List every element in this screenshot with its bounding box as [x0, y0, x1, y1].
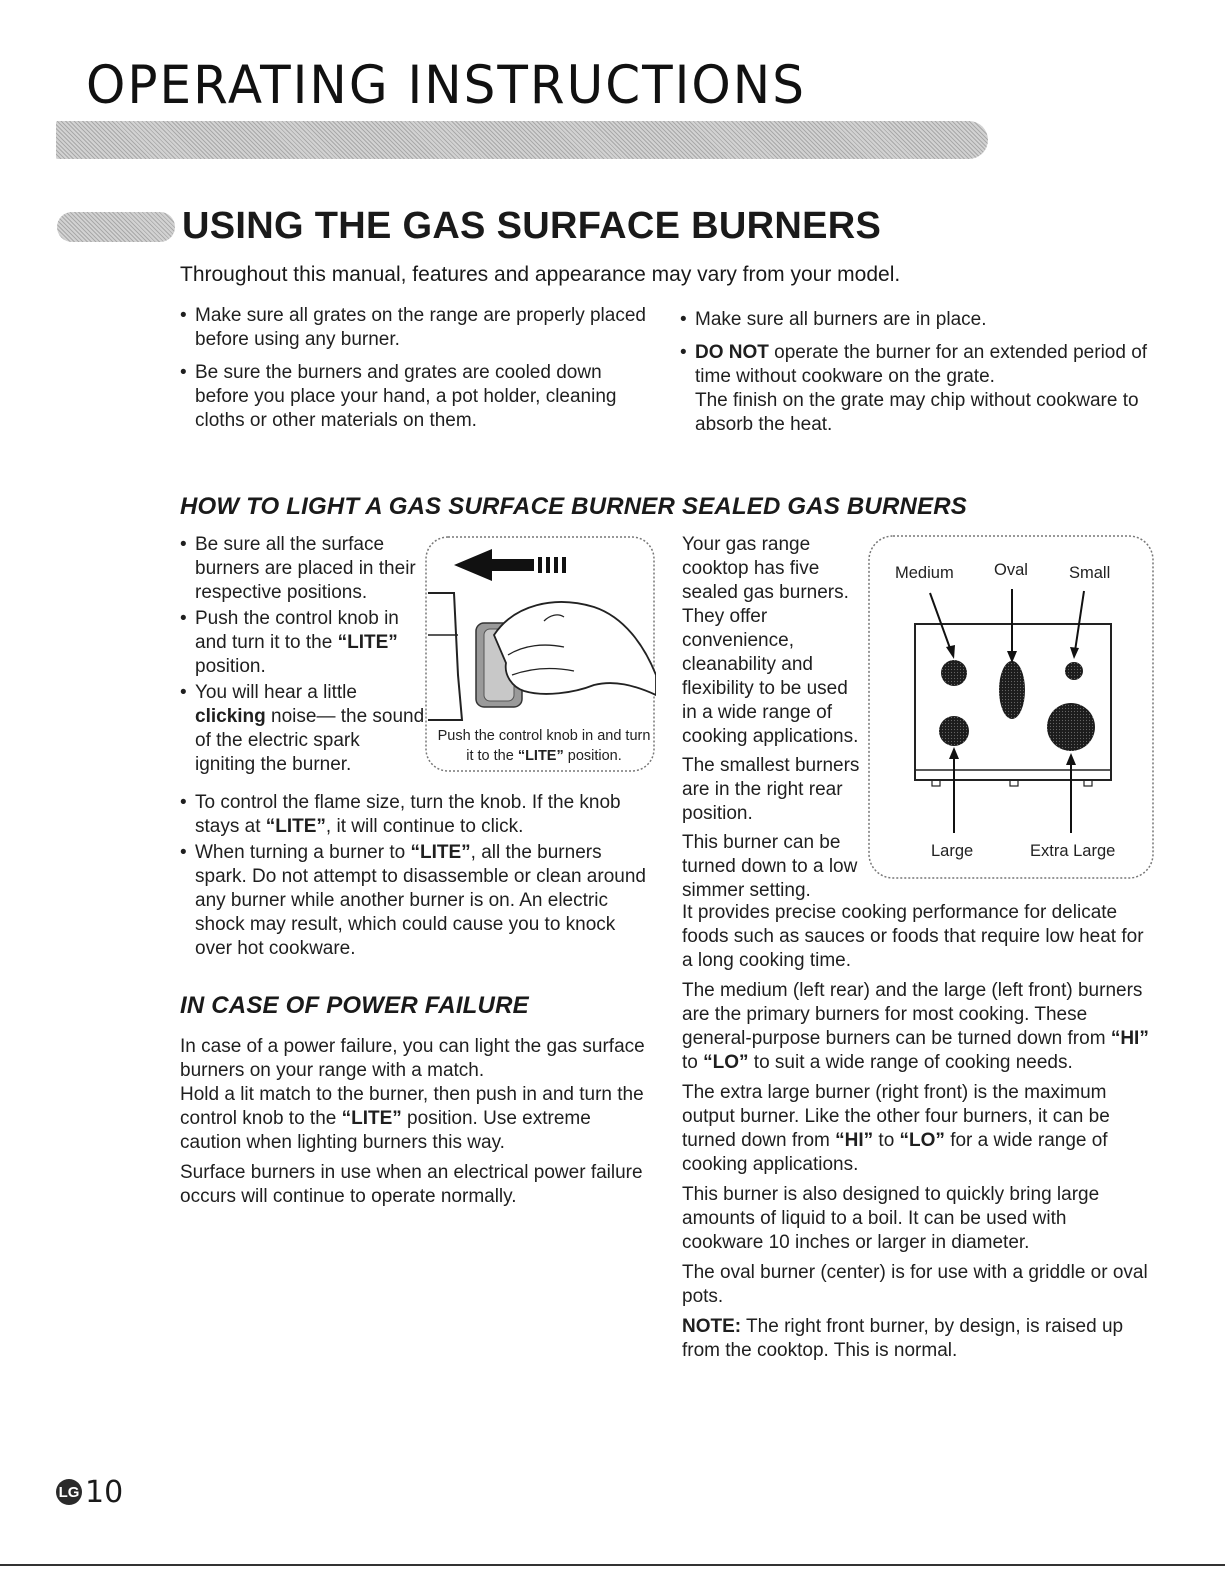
heading-sealed-burners: SEALED GAS BURNERS — [682, 493, 967, 520]
bullet-burners-in-place: • Make sure all burners are in place. — [680, 308, 1160, 332]
sealed-l10: The smallest burners — [682, 755, 860, 776]
p3-b: for a wide range of cooking applications. — [682, 1130, 1108, 1175]
pf-p2-bold: “LITE” — [341, 1108, 402, 1129]
flame-bold: “LITE” — [265, 816, 326, 837]
page-header-title: OPERATING INSTRUCTIONS — [86, 54, 806, 116]
header-bar — [56, 121, 988, 159]
sealed-p3 — [682, 1081, 1152, 1177]
sealed-l4: They offer — [682, 606, 768, 627]
p2-hi: “HI” — [1110, 1028, 1149, 1049]
top-bullets-right — [680, 308, 1160, 437]
sealed-l5: convenience, — [682, 630, 794, 651]
bullet-push-knob — [180, 607, 425, 679]
sealed-note — [682, 1315, 1152, 1363]
sealed-l14: turned down to a low — [682, 856, 858, 877]
clicking-b: noise— the sound of the electric spark igniting the burner. — [195, 706, 425, 775]
spark-a: When turning a burner to — [195, 842, 411, 863]
power-failure-p2 — [180, 1083, 652, 1155]
section-title: USING THE GAS SURFACE BURNERS — [182, 205, 882, 247]
illustration-caption — [432, 726, 656, 766]
bullet-cooled: • Be sure the burners and grates are cooled down before you place your hand, a pot holder, cleaning cloths or other materials on them. — [180, 361, 650, 433]
p3-hi: “HI” — [835, 1130, 874, 1151]
bullet-grates: • Make sure all grates on the range are properly placed before using any burner. — [180, 304, 650, 352]
sealed-l12: position. — [682, 803, 753, 824]
sealed-p-cont: It provides precise cooking performance for delicate foods such as sauces or foods that require low heat for a long cooking time. — [682, 902, 1144, 971]
lg-logo-icon: LG — [56, 1479, 82, 1505]
heading-light-burner: HOW TO LIGHT A GAS SURFACE BURNER — [180, 493, 676, 520]
arrow-dash-2 — [546, 557, 550, 573]
caption-a: Push the control knob in and turn it to the — [437, 728, 651, 764]
label-oval: Oval — [994, 561, 1028, 579]
sealed-l2: cooktop has five — [682, 558, 820, 579]
section-marker — [57, 212, 175, 242]
heading-power-failure: IN CASE OF POWER FAILURE — [180, 992, 529, 1019]
sealed-l1: Your gas range — [682, 534, 811, 555]
do-not-bold: DO NOT — [695, 342, 769, 363]
page-number: 10 — [85, 1475, 124, 1510]
power-failure-p1: In case of a power failure, you can light the gas surface burners on your range with a match. — [180, 1036, 645, 1081]
burner-diagram — [866, 533, 1156, 881]
intro-text: Throughout this manual, features and appearance may vary from your model. — [180, 263, 901, 286]
oval-burner — [999, 661, 1025, 719]
sealed-l9: cooking applications. — [682, 726, 859, 747]
sealed-l13: This burner can be — [682, 832, 841, 853]
hand-icon — [494, 602, 656, 695]
p2-to: to — [682, 1052, 704, 1073]
flame-a: To control the flame size, turn the knob. If the knob stays at — [195, 792, 621, 837]
top-bullets-left — [180, 304, 650, 433]
note-bold: NOTE: — [682, 1316, 742, 1337]
medium-burner — [941, 660, 967, 686]
clicking-bold: clicking — [195, 706, 266, 727]
label-extra-large: Extra Large — [1030, 842, 1116, 860]
arrow-dash-4 — [562, 557, 566, 573]
power-failure-text — [180, 1035, 652, 1209]
arrow-dash-1 — [538, 557, 542, 573]
pf-p2-b: position. Use extreme caution when lighting burners this way. — [180, 1108, 591, 1153]
sealed-p4: This burner is also designed to quickly bring large amounts of liquid to a boil. It can be used with cookware 10 inches or larger in diameter. — [682, 1184, 1100, 1253]
label-medium: Medium — [895, 564, 954, 582]
push-knob-bold: “LITE” — [337, 632, 398, 653]
pf-p2-a: Hold a lit match to the burner, then push in and turn the control knob to the — [180, 1084, 644, 1129]
sealed-l8: in a wide range of — [682, 702, 832, 723]
p2-a: The medium (left rear) and the large (left front) burners are the primary burners for most cooking. These general-purpose burners can be turned down from — [682, 980, 1143, 1049]
caption-bold: “LITE” — [517, 748, 564, 764]
p2-lo: “LO” — [703, 1052, 749, 1073]
arrow-dash-3 — [554, 557, 558, 573]
grate-finish-note: The finish on the grate may chip without cookware to absorb the heat. — [695, 390, 1139, 435]
push-arrow-icon — [454, 549, 534, 581]
bullet-do-not — [680, 341, 1160, 389]
bullet-surface-burners: • Be sure all the surface burners are placed in their respective positions. — [180, 533, 425, 605]
push-knob-b: position. — [195, 656, 266, 677]
range-panel-outline — [428, 593, 462, 720]
sealed-l7: flexibility to be used — [682, 678, 848, 699]
light-bullets-wide — [180, 791, 650, 961]
bullet-clicking — [180, 681, 425, 777]
extra-large-burner — [1047, 703, 1095, 751]
sealed-narrow-text — [682, 533, 872, 903]
push-knob-a: Push the control knob in and turn it to the — [195, 608, 399, 653]
bottom-rule — [0, 1564, 1225, 1566]
light-bullets-narrow — [180, 533, 425, 777]
small-burner — [1065, 662, 1083, 680]
p3-a: The extra large burner (right front) is the maximum output burner. Like the other four burners, it can be turned down from — [682, 1082, 1110, 1151]
spark-b: , all the burners spark. Do not attempt to disassemble or clean around any burner while another burner is on. An electric shock may result, which could cause you to knock over hot cookware. — [195, 842, 646, 959]
caption-b: position. — [563, 748, 622, 764]
sealed-p2 — [682, 979, 1152, 1075]
sealed-l11: are in the right rear — [682, 779, 843, 800]
large-burner — [939, 716, 969, 746]
note-rest: The right front burner, by design, is raised up from the cooktop. This is normal. — [682, 1316, 1124, 1361]
sealed-l3: sealed gas burners. — [682, 582, 849, 603]
sealed-l15: simmer setting. — [682, 880, 811, 901]
p3-lo: “LO” — [899, 1130, 945, 1151]
do-not-rest: operate the burner for an extended period of time without cookware on the grate. — [695, 342, 1148, 387]
label-large: Large — [931, 842, 974, 860]
p2-b: to suit a wide range of cooking needs. — [748, 1052, 1073, 1073]
bullet-flame-size — [180, 791, 650, 839]
spark-bold: “LITE” — [410, 842, 471, 863]
sealed-p5: The oval burner (center) is for use with a griddle or oval pots. — [682, 1262, 1148, 1307]
label-small: Small — [1069, 564, 1111, 582]
sealed-l6: cleanability and — [682, 654, 813, 675]
flame-b: , it will continue to click. — [325, 816, 524, 837]
power-failure-p3: Surface burners in use when an electrical power failure occurs will continue to operate normally. — [180, 1162, 643, 1207]
clicking-a: You will hear a little — [195, 682, 357, 703]
bullet-all-spark — [180, 841, 650, 961]
p3-to: to — [873, 1130, 900, 1151]
sealed-wide-text — [682, 901, 1152, 1363]
